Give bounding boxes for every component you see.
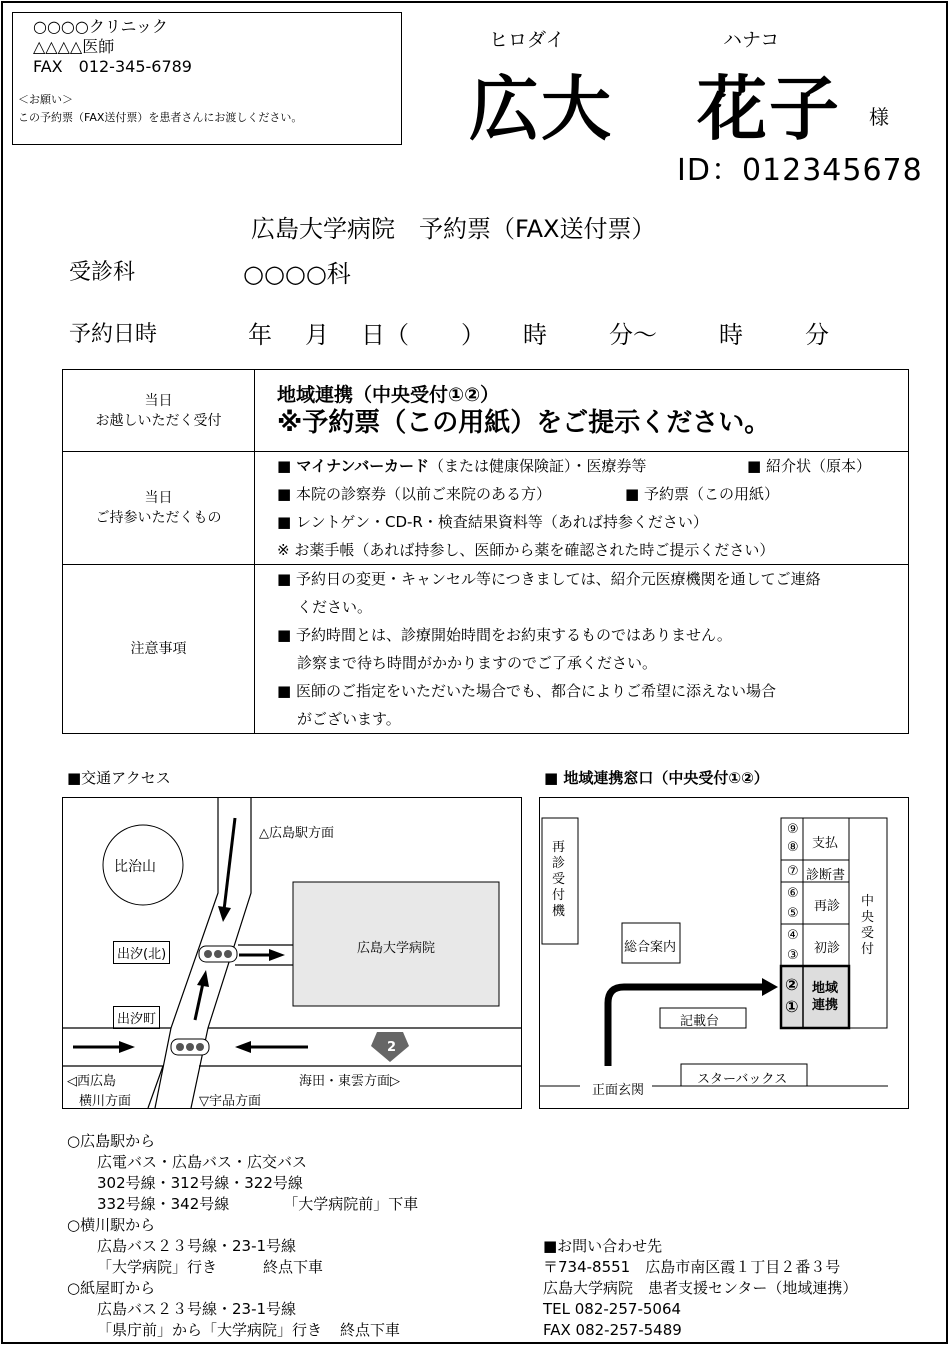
ujina-label: ▽宇品方面 [199,1094,261,1109]
list-item: ※ お薬手帳（あれば持参し、医師から薬を確認された時ご提示ください） [277,541,775,559]
reception-value [255,370,909,452]
notes-items: ■ 予約日の変更・キャンセル等につきましては、紹介元医療機関を通してご連絡 ください。 ■ 予約時間とは、診療開始時間をお約束するものではありません。 診察まで待ち時間がかかりますのでご了承ください。 ■ 医師のご指定をいただいた場合でも、都合によりご希望に添えない場合 がございます。 [255,565,909,734]
info-desk: 総合案内 [624,940,677,955]
reception-desk: 地域連携（中央受付①②） [277,383,500,406]
appointment-label: 予約日時 [69,322,158,347]
bring-items [255,452,909,565]
table-row [63,370,909,452]
deshio-label: 出汐町 [113,1006,160,1029]
appt-hour-to: 時 [719,321,743,349]
nishihiroshima-label: ◁西広島 [67,1074,116,1089]
counter-2-1: ② ① [785,975,799,1016]
entrance-label: 正面玄関 [592,1083,645,1098]
appt-day-close: ） [461,321,485,349]
honorific: 様 [869,105,889,129]
directions: ○広島駅から 広電バス・広島バス・広交バス 302号線・312号線・322号線 332号線・342号線 「大学病院前」下車 ○横川駅から 広島バス２３号線・23-1号線 「大学病院」行き 終点下車 ○紙屋町から 広島バス２３号線・23-1号線 「県庁前」から「大学病院」行き 終点下車 [67,1132,419,1339]
writing-desk: 記載台 [680,1014,720,1029]
appt-month: 月 [305,321,329,349]
appt-year: 年 [248,321,272,349]
counter-9-8: ⑨ ⑧ [787,822,799,855]
clinic-doctor: △△△△医師 [33,37,115,56]
hijiyama-label: 比治山 [114,859,156,875]
contact-info: ■お問い合わせ先 〒734-8551 広島市南区霞１丁目２番３号 広島大学病院 患者支援センター（地域連携） TEL 082-257-5064 FAX 082-257-5489 [543,1237,858,1339]
window-map-drawing [540,798,908,1108]
reception-label: 当日 お越しいただく受付 [63,370,255,452]
patient-id: ID：012345678 [677,153,923,188]
starbucks-label: スターバックス [697,1072,788,1087]
list-item: ■ レントゲン・CD-R・検査結果資料等（あれば持参ください） [277,513,708,531]
route-number: 2 [387,1040,397,1055]
yokogawa-label: 横川方面 [79,1094,132,1109]
station-direction: △広島駅方面 [259,826,334,841]
counter-7: ⑦ [787,864,799,879]
window-title: ■ 地域連携窓口（中央受付①②） [544,769,769,787]
info-table [62,369,909,734]
revisit-counter: 再診 [814,899,841,914]
clinic-box [12,12,402,145]
certificate-counter: 診断書 [806,868,846,883]
patient-given: 花子 [697,67,841,150]
hospital-label: 広島大学病院 [357,941,436,956]
clinic-name: ○○○○クリニック [33,17,168,36]
notes-label: 注意事項 [63,565,255,734]
table-row [63,565,909,734]
central-reception: 中央受付 [861,894,875,957]
window-map [539,797,909,1109]
table-row [63,452,909,565]
form-title: 広島大学病院 予約票（FAX送付票） [251,215,656,243]
department-label: 受診科 [69,260,136,285]
list-item: ■ マイナンバーカード（または健康保険証）・医療券等 ■ 紹介状（原本） [277,457,871,475]
appt-min-to: 分 [805,321,829,349]
appt-hour-from: 時 [523,321,547,349]
access-map [62,797,522,1109]
deshio-north-label: 出汐(北) [113,941,170,964]
regional-counter: 地域連携 [812,981,839,1013]
given-kana: ハナコ [723,29,780,51]
reservation-form [1,1,948,1344]
list-item: ■ 本院の診察券（以前ご来院のある方） ■ 予約票（この用紙） [277,485,779,503]
kaita-label: 海田・東雲方面▷ [299,1074,400,1089]
request-title: ＜お願い＞ [18,93,73,106]
bring-label: 当日 ご持参いただくもの [63,452,255,565]
counter-6-5: ⑥ ⑤ [787,886,799,921]
appt-day: 日（ [361,321,409,349]
surname-kana: ヒロダイ [489,29,565,51]
appt-min-from: 分～ [609,321,657,349]
first-visit-counter: 初診 [814,941,841,956]
clinic-fax: FAX 012-345-6789 [33,57,192,76]
access-title: ■交通アクセス [67,769,171,787]
request-text: この予約票（FAX送付票）を患者さんにお渡しください。 [18,111,303,124]
reentry-machine: 再診受付機 [552,840,566,919]
counter-4-3: ④ ③ [787,928,799,963]
payment-counter: 支払 [812,836,839,851]
patient-surname: 広大 [469,67,613,150]
department-value: ○○○○科 [243,260,351,288]
present-notice: ※予約票（この用紙）をご提示ください。 [277,407,771,438]
